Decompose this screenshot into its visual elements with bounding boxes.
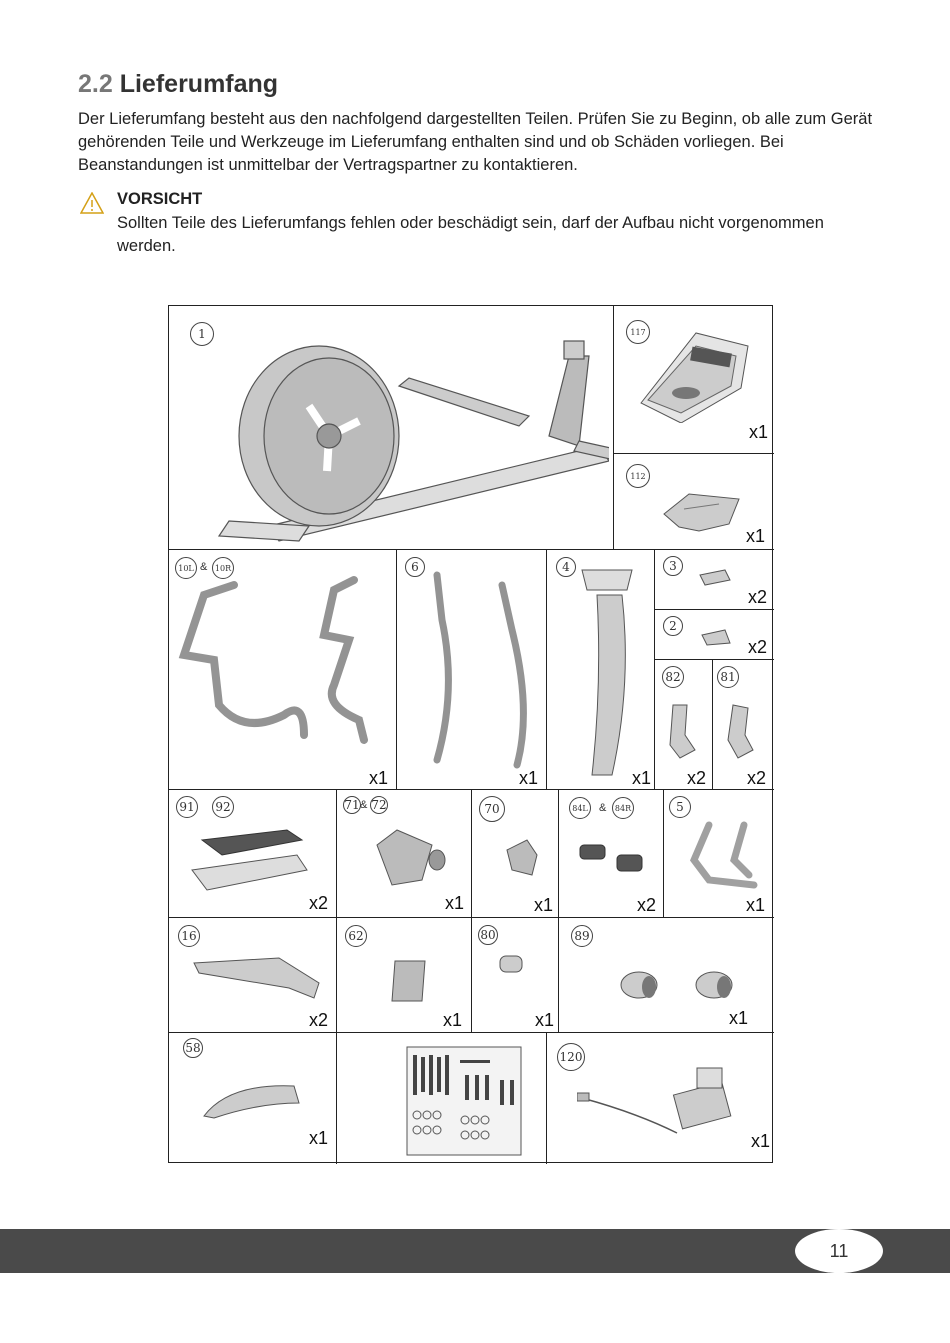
section-number: 2.2 [78,70,113,98]
pedal-image [187,825,312,895]
part-quantity: x2 [747,768,767,788]
ampersand: & [360,799,368,811]
part-quantity: x1 [535,1010,555,1030]
part-cell-71-72 [337,790,472,918]
part-number: 62 [345,925,367,947]
part-number: 58 [183,1038,203,1058]
warning-title: VORSICHT [117,190,203,208]
part-cell-6 [397,550,547,790]
part-quantity: x1 [519,768,539,788]
part-quantity: x2 [687,768,707,788]
part-number: 81 [717,666,739,688]
part-number: 10R [212,557,234,579]
section-heading [78,70,278,99]
bushing-image [497,953,527,978]
curved-cover-image [199,1078,304,1123]
part-cell-80 [472,918,559,1033]
warning-text: Sollten Teile des Lieferumfangs fehlen oder beschädigt sein, darf der Aufbau nicht vorgenommen werden. [117,214,824,255]
part-cell-1 [169,306,614,550]
cover-image [665,700,700,760]
part-quantity: x1 [369,768,389,788]
part-quantity: x2 [309,893,329,913]
part-cell-62 [337,918,472,1033]
parts-grid [168,305,773,1163]
warning-triangle-icon [80,192,104,214]
part-quantity: x1 [751,1131,771,1151]
part-cell-120 [547,1033,774,1164]
part-quantity: x1 [534,895,554,915]
end-caps-image [609,963,739,1008]
part-number: 91 [176,796,198,818]
part-cell-82 [655,660,713,790]
part-number: 120 [557,1043,585,1071]
covers-image [577,835,647,880]
part-number: 117 [626,320,650,344]
handlebar-image [674,815,769,895]
part-quantity: x1 [746,526,766,546]
bracket-image [695,565,735,590]
part-quantity: x1 [749,422,769,442]
elliptical-trainer-image [199,326,609,546]
part-number: 71 [344,798,360,812]
power-adapter-image [577,1063,737,1148]
part-cell-84 [559,790,664,918]
part-cell-10 [169,550,397,790]
intro-paragraph: Der Lieferumfang besteht aus den nachfolgend dargestellten Teilen. Prüfen Sie zu Beginn, ob alle zum Gerät gehörenden Teile und Werkzeuge im Lieferumfang enthalten sind und ob Schäden vorliegen. Bei Beanstandungen ist unmittelbar der Vertragspartner zu kontaktieren. [78,110,873,174]
part-cell-112 [614,454,774,550]
part-number: 92 [212,796,234,818]
upright-column-image [572,565,647,780]
rail-cover-image [189,953,324,1003]
part-number: 4 [556,557,576,577]
part-cell-4 [547,550,655,790]
part-cell-70 [472,790,559,918]
ampersand: & [599,802,607,814]
part-quantity: x2 [637,895,657,915]
hardware-pack-cell [337,1033,547,1164]
part-quantity: x1 [309,1128,329,1148]
part-number: 82 [662,666,684,688]
part-number: 10L [175,557,197,579]
part-number: 1 [190,322,214,346]
part-quantity: x2 [748,637,768,657]
section-title: Lieferumfang [119,70,279,98]
part-cell-3 [655,550,774,610]
part-cell-16 [169,918,337,1033]
part-cell-81 [713,660,774,790]
cap-image [387,956,432,1006]
part-quantity: x1 [445,893,465,913]
part-cell-89 [559,918,774,1033]
part-number: 6 [405,557,425,577]
hardware-pack-image [405,1045,523,1157]
part-number: 80 [478,925,498,945]
ampersand: & [200,561,208,573]
part-number: 89 [571,925,593,947]
part-number: 5 [669,796,691,818]
part-number: 3 [663,556,683,576]
part-number: 16 [178,925,200,947]
part-cell-117 [614,306,774,454]
part-cell-91-92 [169,790,337,918]
part-quantity: x2 [748,587,768,607]
part-number: 84R [612,797,634,819]
part-cell-2 [655,610,774,660]
cover-image [723,700,758,760]
part-number: 72 [371,798,387,812]
part-number: 70 [479,796,505,822]
console-image [636,328,751,423]
part-number: 112 [626,464,650,488]
bracket-image [697,625,737,650]
cover-part-image [659,489,744,534]
cover-image [497,835,542,880]
part-quantity: x2 [309,1010,329,1030]
page-number: 11 [795,1229,883,1273]
part-cell-58 [169,1033,337,1164]
part-cell-5 [664,790,774,918]
part-quantity: x1 [632,768,652,788]
part-number: 84L [569,797,591,819]
handlebar-arms-image [174,575,389,755]
part-quantity: x1 [746,895,766,915]
part-quantity: x1 [729,1008,749,1028]
part-number: 2 [663,616,683,636]
cover-image [372,825,447,890]
part-quantity: x1 [443,1010,463,1030]
pedal-arms-image [417,570,542,770]
